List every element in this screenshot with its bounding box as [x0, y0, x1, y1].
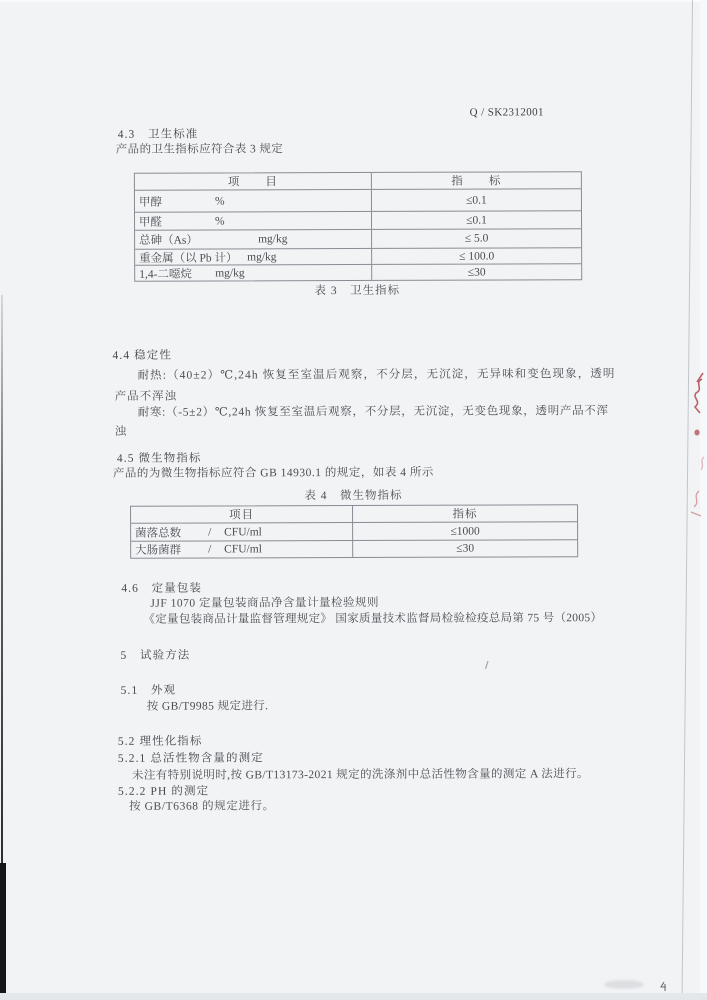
dark-speck: [659, 981, 668, 992]
item-name: 甲醛: [139, 216, 163, 229]
doc-code: Q / SK2312001: [469, 106, 544, 119]
table-row: [131, 521, 577, 541]
section-4-6-ref2: 《定量包装商品计量监督管理规定》 国家质量技术监督局检验检疫总局第 75 号（2005）: [143, 612, 603, 626]
section-5-2-1-heading: 5.2.1 总活性物含量的测定: [117, 752, 264, 765]
table-row: [135, 228, 581, 249]
column-header-item: 项目: [131, 506, 353, 523]
table-header-row: [131, 505, 577, 523]
item-name: 1,4-二噁烷: [139, 268, 192, 281]
hygiene-standards-table: [134, 171, 582, 282]
column-header-spec: 指 标: [451, 175, 502, 188]
table-row: [135, 263, 581, 281]
stability-cold-line1: 耐寒:（-5±2）℃,24h 恢复至室温后观察，不分层，无沉淀，无变色现象，透明产品不浑: [137, 405, 609, 419]
table3-caption: 表 3 卫生指标: [314, 284, 401, 298]
item-spec: ≤30: [456, 542, 475, 555]
item-spec: ≤ 5.0: [464, 232, 489, 245]
scan-top-edge: [0, 0, 707, 2]
pen-mark-red-squiggle: [691, 371, 707, 415]
item-spec: ≤0.1: [466, 194, 487, 207]
table-row: [135, 188, 581, 212]
item-unit: CFU/ml: [224, 525, 262, 538]
section-5-2-2-heading: 5.2.2 PH 的测定: [117, 785, 210, 798]
section-5-1-heading: 5.1 外观: [120, 684, 177, 697]
table-row: [135, 210, 581, 230]
column-header-item: 项 目: [135, 173, 372, 190]
section-4-5-intro: 产品的为微生物指标应符合 GB 14930.1 的规定，如表 4 所示: [112, 466, 434, 480]
section-5-2-1-body: 未注有特别说明时,按 GB/T13173-2021 规定的洗涤剂中总活性物含量的测定 A 法进行。: [131, 768, 589, 782]
gray-speck: [484, 660, 490, 671]
item-spec: ≤ 100.0: [459, 250, 495, 263]
section-4-3-heading: 4.3 卫生标准: [117, 128, 199, 141]
section-4-4-heading: 4.4 稳定性: [112, 349, 172, 362]
item-name: 总砷（As）: [139, 234, 198, 247]
item-spec: ≤0.1: [466, 214, 487, 227]
item-name: 大肠菌群: [135, 544, 182, 557]
section-5-heading: 5 试验方法: [120, 649, 191, 662]
table-row: [131, 539, 577, 558]
table-row: [135, 247, 581, 265]
item-name: 菌落总数: [135, 527, 182, 540]
stability-heat-line1: 耐热:（40±2）℃,24h 恢复至室温后观察，不分层，无沉淀，无异味和变色现象，透明: [137, 368, 616, 382]
section-4-3-intro: 产品的卫生指标应符合表 3 规定: [115, 143, 284, 156]
column-header-spec: 指标: [452, 508, 478, 521]
item-spec: ≤1000: [450, 525, 480, 538]
item-unit: CFU/ml: [224, 543, 262, 556]
scan-bottom-edge: [0, 993, 707, 1000]
section-5-2-2-body: 按 GB/T6368 的规定进行。: [129, 800, 275, 813]
item-unit: mg/kg: [215, 266, 245, 279]
table4-caption: 表 4 微生物指标: [304, 489, 403, 503]
pen-mark-red-dot: [693, 428, 701, 437]
item-separator: /: [208, 543, 212, 556]
item-unit: mg/kg: [247, 250, 277, 263]
scan-left-edge-bar: [0, 863, 6, 993]
scan-smudge: [604, 980, 644, 989]
section-5-2-heading: 5.2 理性化指标: [117, 735, 203, 748]
item-name: 重金属（以 Pb 计）: [139, 251, 238, 265]
pen-mark-red-faint: [697, 455, 707, 472]
section-4-5-heading: 4.5 微生物指标: [116, 452, 202, 465]
item-unit: mg/kg: [258, 233, 288, 246]
item-separator: /: [208, 525, 212, 539]
microbiology-table: [130, 504, 578, 559]
section-5-1-body: 按 GB/T9985 规定进行.: [146, 700, 269, 713]
item-unit: %: [214, 194, 225, 207]
scan-left-edge-line: [1, 295, 3, 870]
item-name: 甲醇: [138, 196, 162, 209]
stability-heat-line2: 产品不浑浊: [114, 390, 178, 403]
stability-cold-line2: 浊: [114, 425, 127, 438]
item-unit: %: [215, 214, 225, 227]
pen-mark-red-scribble: [688, 489, 704, 519]
item-spec: ≤30: [467, 266, 486, 279]
section-4-6-heading: 4.6 定量包装: [121, 582, 203, 595]
section-4-6-ref1: JJF 1070 定量包装商品净含量计量检验规则: [150, 596, 379, 610]
table-header-row: [135, 172, 581, 190]
